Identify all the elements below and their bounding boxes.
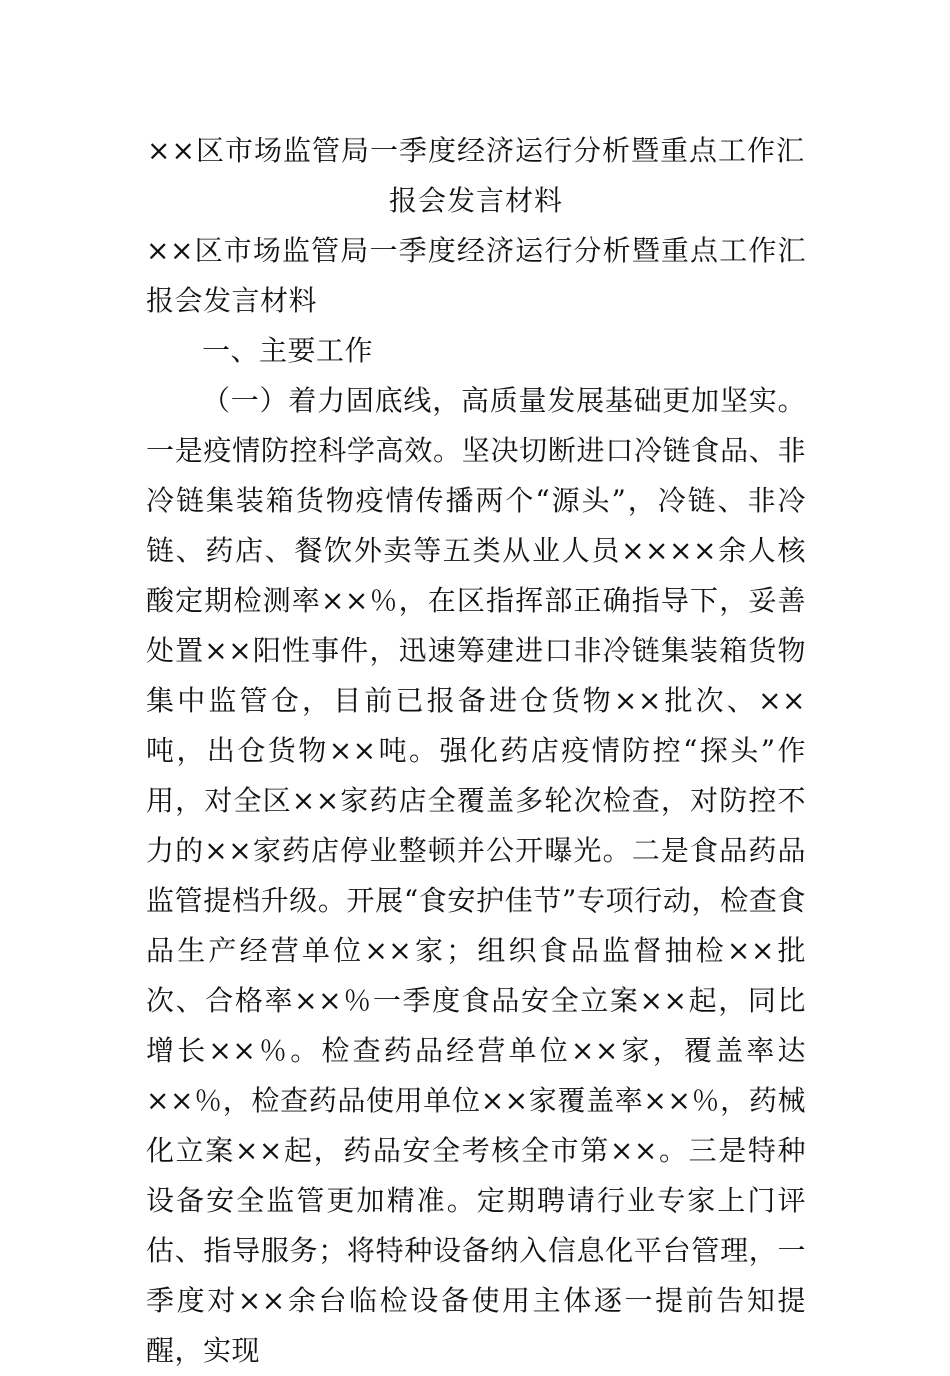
document-subtitle: ××区市场监管局一季度经济运行分析暨重点工作汇报会发言材料 [146, 234, 806, 317]
document-title: ××区市场监管局一季度经济运行分析暨重点工作汇报会发言材料 [147, 134, 805, 217]
section-heading: 一、主要工作 [202, 334, 374, 367]
body-paragraph: （一）着力固底线，高质量发展基础更加坚实。一是疫情防控科学高效。坚决切断进口冷链食品、非冷链集装箱货物疫情传播两个“源头”，冷链、非冷链、药店、餐饮外卖等五类从业人员××××余人核酸定期检测率××％，在区指挥部正确指导下，妥善处置××阳性事件，迅速筹建进口非冷链集装箱货物集中监管仓，目前已报备进仓货物××批次、××吨，出仓货物××吨。强化药店疫情防控“探头”作用，对全区××家药店全覆盖多轮次检查，对防控不力的××家药店停业整顿并公开曝光。二是食品药品监管提档升级。开展“食安护佳节”专项行动，检查食品生产经营单位××家；组织食品监督抽检××批次、合格率××％一季度食品安全立案××起，同比增长××％。检查药品经营单位××家，覆盖率达××％，检查药品使用单位××家覆盖率××％，药械化立案××起，药品安全考核全市第××。三是特种设备安全监管更加精准。定期聘请行业专家上门评估、指导服务；将特种设备纳入信息化平台管理，一季度对××余台临检设备使用主体逐一提前告知提醒，实现 [146, 384, 806, 1367]
document-body [146, 226, 806, 1376]
